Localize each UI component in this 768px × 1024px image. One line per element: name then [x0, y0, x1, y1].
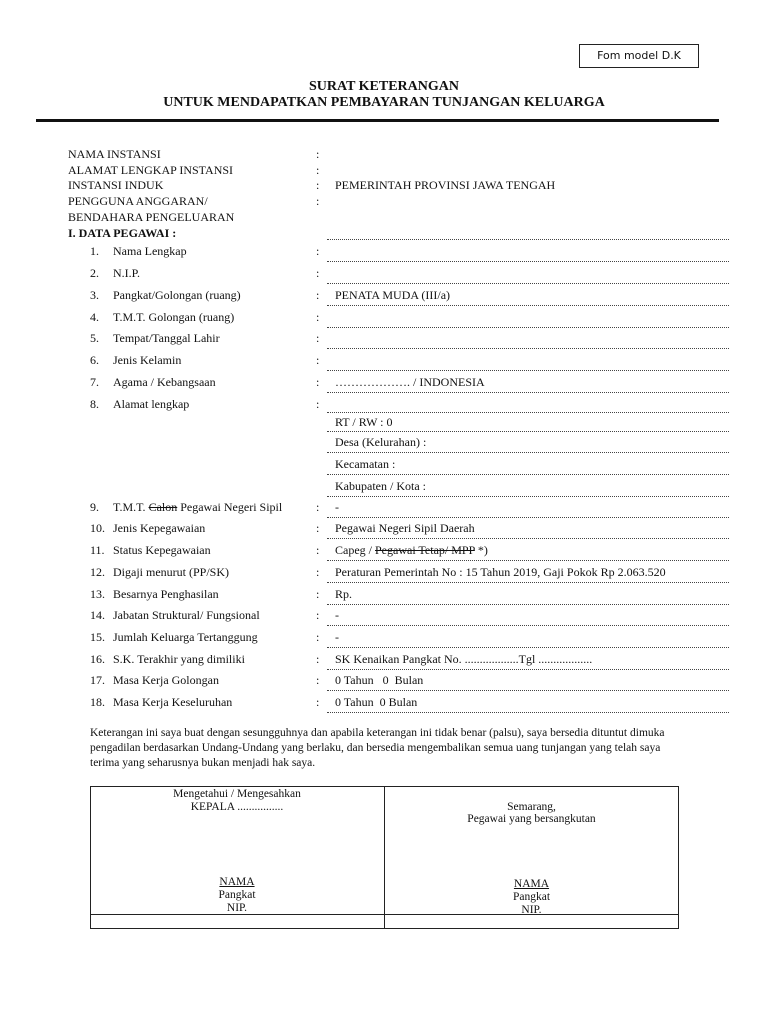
- colon: :: [316, 543, 320, 557]
- colon: :: [316, 397, 320, 411]
- item-number: 10.: [90, 521, 105, 535]
- item-number: 6.: [90, 353, 99, 367]
- fill-line: [327, 327, 729, 328]
- item-label-nip: N.I.P.: [113, 266, 141, 280]
- colon: :: [316, 310, 320, 324]
- fill-line: [327, 452, 729, 453]
- item-label-masa-kerja-gol: Masa Kerja Golongan: [113, 673, 219, 687]
- fill-line: [327, 625, 729, 626]
- item-number: 13.: [90, 587, 105, 601]
- item-label-digaji: Digaji menurut (PP/SK): [113, 565, 229, 579]
- item-value-masa-kerja-gol: 0 Tahun 0 Bulan: [335, 673, 424, 687]
- item-number: 18.: [90, 695, 105, 709]
- fill-line: [327, 431, 729, 432]
- field-label-bendahara: BENDAHARA PENGELUARAN: [68, 210, 235, 224]
- colon: :: [316, 673, 320, 687]
- statement-paragraph: Keterangan ini saya buat dengan sesungguhnya dan apabila keterangan ini tidak benar (palsu), saya bersedia dituntut dimuka pengadilan berdasarkan Undang-Undang yang berlaku, dan bersedia mengembalikan semua uang tunjangan yang telah saya terima yang seharusnya bukan menjadi hak saya.: [90, 727, 665, 769]
- item-label-status: Status Kepegawaian: [113, 543, 211, 557]
- item-label-pangkat: Pangkat/Golongan (ruang): [113, 288, 241, 302]
- item-value-jenis-kepegawaian: Pegawai Negeri Sipil Daerah: [335, 521, 475, 535]
- item-value-jabatan: -: [335, 608, 339, 622]
- item-label-jabatan: Jabatan Struktural/ Fungsional: [113, 608, 260, 622]
- colon: :: [316, 565, 320, 579]
- colon: :: [316, 630, 320, 644]
- item-label-sk-terakhir: S.K. Terakhir yang dimiliki: [113, 652, 245, 666]
- fill-line: [327, 348, 729, 349]
- item-label-tmt-pns: T.M.T. Calon Pegawai Negeri Sipil: [113, 500, 283, 514]
- colon: :: [316, 163, 320, 177]
- colon: :: [316, 244, 320, 258]
- fill-line: [327, 690, 729, 691]
- item-number: 7.: [90, 375, 99, 389]
- item-number: 4.: [90, 310, 99, 324]
- fill-line: [327, 517, 729, 518]
- sign-left-caption: Mengetahui / Mengesahkan: [173, 788, 301, 800]
- colon: :: [316, 147, 320, 161]
- colon: :: [316, 500, 320, 514]
- fill-line: [327, 392, 729, 393]
- fill-line: [327, 604, 729, 605]
- item-number: 11.: [90, 543, 105, 557]
- item-number: 14.: [90, 608, 105, 622]
- item-value-agama: ………………. / INDONESIA: [335, 375, 485, 389]
- address-desa: Desa (Kelurahan) :: [335, 435, 427, 449]
- item-label-nama-lengkap: Nama Lengkap: [113, 244, 187, 258]
- field-label-pengguna-anggaran: PENGGUNA ANGGARAN/: [68, 194, 208, 208]
- sign-left-rank: Pangkat: [218, 889, 256, 901]
- fill-line: [327, 370, 729, 371]
- address-rt-rw: RT / RW : 0: [335, 415, 393, 429]
- colon: :: [316, 178, 320, 192]
- item-number: 12.: [90, 565, 105, 579]
- item-number: 9.: [90, 500, 99, 514]
- item-value-masa-kerja-total: 0 Tahun 0 Bulan: [335, 695, 418, 709]
- colon: :: [316, 652, 320, 666]
- item-number: 5.: [90, 331, 99, 345]
- item-label-alamat: Alamat lengkap: [113, 397, 190, 411]
- item-label-jenis-kelamin: Jenis Kelamin: [113, 353, 182, 367]
- item-value-sk-terakhir: SK Kenaikan Pangkat No. ..................Tgl ..................: [335, 652, 593, 666]
- fill-line: [327, 239, 729, 240]
- address-kabupaten: Kabupaten / Kota :: [335, 479, 426, 493]
- section-heading-data-pegawai: I. DATA PEGAWAI :: [68, 226, 177, 240]
- colon: :: [316, 608, 320, 622]
- item-number: 15.: [90, 630, 105, 644]
- item-number: 1.: [90, 244, 99, 258]
- address-kecamatan: Kecamatan :: [335, 457, 396, 471]
- sign-right-rank: Pangkat: [512, 891, 551, 903]
- fill-line: [327, 305, 729, 306]
- item-value-pangkat: PENATA MUDA (III/a): [335, 288, 451, 302]
- fill-line: [327, 538, 729, 539]
- fill-line: [327, 669, 729, 670]
- item-value-keluarga: -: [335, 630, 339, 644]
- fill-line: [327, 582, 729, 583]
- item-label-keluarga: Jumlah Keluarga Tertanggung: [113, 630, 258, 644]
- fill-line: [327, 712, 729, 713]
- item-value-status: Capeg / Pegawai Tetap/ MPP *): [335, 543, 488, 557]
- item-value-digaji: Peraturan Pemerintah No : 15 Tahun 2019, Gaji Pokok Rp 2.063.520: [335, 565, 666, 579]
- colon: :: [316, 194, 320, 208]
- sign-right-title: Pegawai yang bersangkutan: [467, 813, 596, 825]
- field-label-nama-instansi: NAMA INSTANSI: [68, 147, 161, 161]
- colon: :: [316, 521, 320, 535]
- sign-left-name: NAMA: [219, 876, 255, 888]
- sign-right-name: NAMA: [513, 878, 550, 890]
- colon: :: [316, 288, 320, 302]
- item-number: 8.: [90, 397, 99, 411]
- colon: :: [316, 331, 320, 345]
- item-label-agama: Agama / Kebangsaan: [113, 375, 216, 389]
- colon: :: [316, 587, 320, 601]
- item-label-tmt-golongan: T.M.T. Golongan (ruang): [113, 310, 235, 324]
- colon: :: [316, 695, 320, 709]
- fill-line: [327, 261, 729, 262]
- item-label-ttl: Tempat/Tanggal Lahir: [113, 331, 220, 345]
- field-value-instansi-induk: PEMERINTAH PROVINSI JAWA TENGAH: [335, 178, 556, 192]
- sign-left-title: KEPALA ................: [190, 801, 284, 813]
- field-label-instansi-induk: INSTANSI INDUK: [68, 178, 164, 192]
- sign-right-place: Semarang,: [507, 801, 556, 813]
- item-label-masa-kerja-total: Masa Kerja Keseluruhan: [113, 695, 233, 709]
- item-number: 16.: [90, 652, 105, 666]
- document-subtitle: UNTUK MENDAPATKAN PEMBAYARAN TUNJANGAN KELUARGA: [163, 95, 605, 110]
- fill-line: [327, 474, 729, 475]
- fill-line: [327, 496, 729, 497]
- header-rule: [36, 119, 719, 122]
- colon: :: [316, 375, 320, 389]
- sign-left-nip: NIP.: [226, 902, 248, 914]
- item-number: 3.: [90, 288, 99, 302]
- item-value-tmt-pns: -: [335, 500, 339, 514]
- fill-line: [327, 647, 729, 648]
- document-title: SURAT KETERANGAN: [308, 79, 459, 94]
- fill-line: [327, 283, 729, 284]
- field-label-alamat-instansi: ALAMAT LENGKAP INSTANSI: [68, 163, 234, 177]
- item-number: 17.: [90, 673, 105, 687]
- form-code-box: Fom model D.K: [579, 44, 699, 68]
- item-label-penghasilan: Besarnya Penghasilan: [113, 587, 219, 601]
- fill-line: [327, 412, 729, 413]
- colon: :: [316, 353, 320, 367]
- sign-right-nip: NIP.: [521, 904, 542, 916]
- item-value-penghasilan: Rp.: [335, 587, 353, 601]
- item-label-jenis-kepegawaian: Jenis Kepegawaian: [113, 521, 206, 535]
- fill-line: [327, 560, 729, 561]
- colon: :: [316, 266, 320, 280]
- item-number: 2.: [90, 266, 99, 280]
